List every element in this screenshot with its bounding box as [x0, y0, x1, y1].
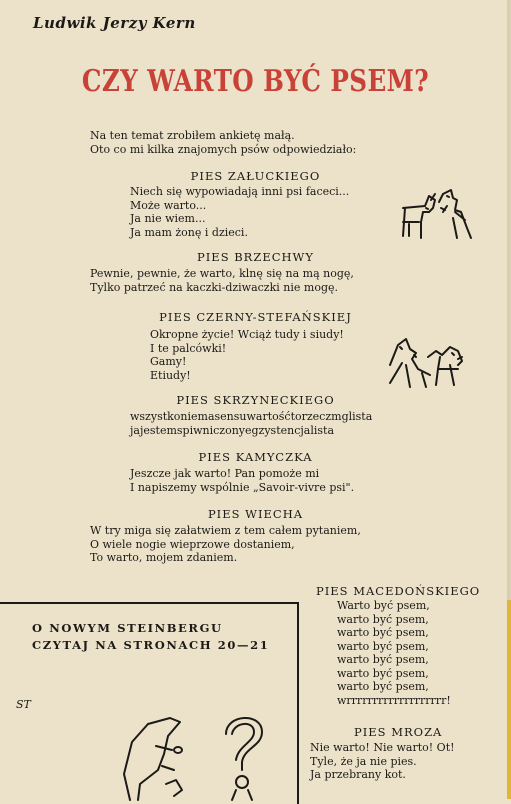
verse-line: I napiszemy wspólnie „Savoir-vivre psi". [130, 480, 355, 494]
verse-line: Pewnie, pewnie, że warto, klnę się na mą nogę, [90, 267, 354, 280]
verse-line: W try miga się załatwiem z tem całem pytaniem, [90, 524, 361, 537]
verse-line: Może warto... [130, 198, 207, 212]
verse-line: Niech się wypowiadają inni psi faceci... [130, 185, 350, 198]
promo-box [0, 602, 299, 804]
page-edge-color [507, 600, 511, 799]
verse-line: To warto, mojem zdaniem. [90, 551, 238, 564]
verse-line: warto być psem, [337, 680, 429, 693]
verse-line: Ja nie wiem... [130, 212, 206, 225]
section-heading: PIES CZERNY-STEFAŃSKIEJ [159, 310, 352, 324]
verse-line: Jeszcze jak warto! Pan pomoże mi [130, 467, 320, 480]
verse-line: warto być psem, [337, 626, 429, 639]
cartoon-face-icon [110, 714, 220, 800]
promo-line: O NOWYM STEINBERGU [32, 621, 223, 635]
promo-line: CZYTAJ NA STRONACH 20—21 [32, 638, 270, 652]
section-text [130, 467, 354, 494]
section-heading: PIES WIECHA [207, 507, 304, 521]
verse-line: Warto być psem, [337, 599, 430, 612]
verse-line: warto być psem, [337, 639, 429, 653]
section-heading: PIES SKRZYNECKIEGO [176, 393, 335, 407]
section-heading: PIES MROZA [354, 725, 443, 739]
verse-line: Etiudy! [150, 368, 191, 382]
section-text [337, 599, 451, 707]
verse-line: warto być psem, [337, 653, 429, 666]
verse-line: warto być psem, [337, 612, 429, 626]
verse-line: Tylko patrzeć na kaczki-dziwaczki nie mogę. [90, 280, 338, 294]
section-text [130, 185, 349, 239]
artist-signature: ST [16, 698, 31, 711]
section-text [150, 328, 344, 382]
page-title: CZY WARTO BYĆ PSEM? [81, 64, 430, 99]
verse-line: Tyle, że ja nie pies. [310, 754, 417, 768]
intro-line: Oto co mi kilka znajomych psów odpowiedziało: [90, 142, 357, 156]
verse-line: Ja mam żonę i dzieci. [130, 225, 248, 239]
section-heading: PIES MACEDOŃSKIEGO [316, 584, 481, 598]
section-heading: PIES BRZECHWY [197, 250, 314, 264]
verse-line: wszystkoniemasensuwartośćtorzeczmglista [130, 410, 373, 423]
section-heading: PIES ZAŁUCKIEGO [190, 169, 321, 183]
intro-line: Na ten temat zrobiłem ankietę małą. [90, 129, 295, 142]
verse-line: Okropne życie! Wciąż tudy i siudy! [150, 328, 344, 341]
section-heading: PIES KAMYCZKA [198, 450, 313, 464]
section-text [90, 267, 354, 294]
verse-line: wrrrrrrrrrrrrrrrrrrr! [337, 693, 451, 707]
verse-line: Ja przebrany kot. [310, 768, 406, 781]
section-text [130, 410, 372, 437]
two-dogs-icon [384, 335, 470, 393]
verse-line: I te palcówki! [150, 341, 227, 355]
verse-line: O wiele nogie wieprzowe dostaniem, [90, 537, 295, 551]
verse-line: Nie warto! Nie warto! Ot! [310, 741, 455, 754]
section-text [90, 524, 361, 565]
author-name: Ludwik Jerzy Kern [33, 14, 196, 32]
two-dogs-icon [395, 188, 475, 246]
verse-line: warto być psem, [337, 666, 429, 680]
intro [90, 129, 356, 156]
verse-line: Gamy! [150, 355, 187, 368]
question-mark-icon [214, 708, 274, 800]
section-text [310, 741, 455, 782]
verse-line: jajestemspiwniczonyegzystencjalista [130, 423, 335, 437]
